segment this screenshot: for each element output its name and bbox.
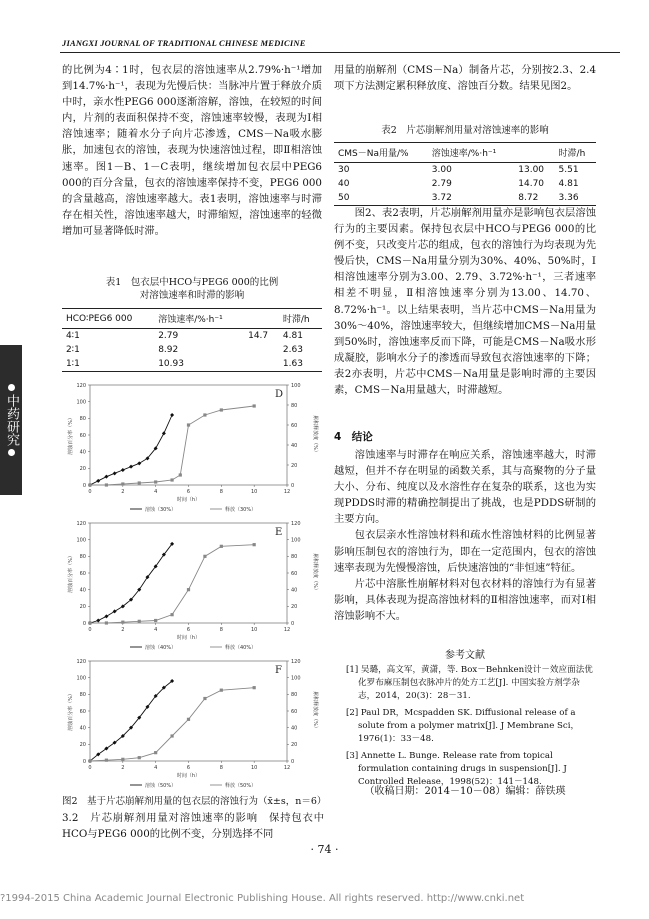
legend-label: 释放（50%） [225,783,257,789]
y-tick-label: 60 [79,708,86,715]
x-tick-label: 6 [186,489,191,495]
legend-label: 释放（40%） [225,645,257,651]
release-point [170,478,173,481]
table-2 [334,124,596,206]
release-point [220,545,223,548]
y2-tick-label: 60 [291,570,298,577]
legend-label: 溶蚀（30%） [145,507,177,513]
y-tick-label: 20 [79,466,86,473]
x-tick-label: 12 [283,489,291,495]
y2-tick-label: 80 [291,692,298,699]
section-3-2-text: 3.2 片芯崩解剂用量对溶蚀速率的影响 保持包衣中HCO与PEG6 000的比例不变，分别选择不同 [62,812,324,841]
table-1-grid [62,308,322,372]
y2-tick-label: 80 [291,402,298,409]
y2-tick-label: 100 [291,382,301,389]
y2-tick-label: 0 [291,620,295,627]
release-point [121,482,124,485]
table-cell: 3.36 [555,191,596,206]
figure-2-caption: 图2 基于片芯崩解剂用量的包衣层的溶蚀行为（x̄±s，n＝6） [62,796,327,807]
y-tick-label: 100 [76,399,86,406]
x-tick-label: 4 [154,765,158,771]
y-tick-label: 100 [76,675,86,682]
y-tick-label: 40 [79,587,86,594]
release-point [170,734,173,737]
table-row [334,163,596,178]
erosion-point [113,609,117,613]
release-point [187,718,190,721]
table-header-cell: CMS－Na用量/% [334,143,428,163]
x-tick-label: 8 [219,627,223,633]
y2-tick-label: 20 [291,742,298,749]
table-row [334,191,596,206]
table-cell: 8.92 [158,345,179,355]
conclusion-paragraph: 片芯中溶胀性崩解材料对包衣材料的溶蚀行为有显著影响，具体表现为提高溶蚀材料的Ⅱ相溶蚀速率，而对Ⅰ相溶蚀影响不大。 [334,577,596,622]
body-paragraph: 图2、表2表明，片芯崩解剂用量亦是影响包衣层溶蚀行为的主要因素。保持包衣层中HCO与PEG6 000的比例不变，只改变片芯的组成，包衣的溶蚀行为均表现为先慢后快，CMS－Na用量分别为30%、40%、50%时，Ⅰ相溶蚀速率分别为3.00、2.79、3.72%·h⁻¹，三者速率相差不明显，Ⅱ相溶蚀速率分别为13.00、14.70、8.72%·h⁻¹。以上结果表明，当片芯中CMS－Na用量为30%～40%，溶蚀速率较大，但继续增加CMS－Na用量到50%时，溶蚀速率反而下降，可能是CMS－Na吸水形成凝胶，影响水分子的渗透而导致包衣溶蚀速率的下降；表2亦表明，片芯中CMS－Na用量是影响时滞的主要因素，CMS－Na用量越大，时滞越短。 [334,207,596,397]
release-point [187,423,190,426]
erosion-point [113,471,117,475]
y2-tick-label: 60 [291,422,298,429]
table-row [62,329,322,344]
y2-axis-label: 累积释放度（%） [312,691,318,731]
x-tick-label: 10 [250,489,258,495]
release-point [105,483,108,486]
erosion-point [121,468,125,472]
y-tick-label: 80 [79,416,86,423]
table-cell: 1∶1 [62,357,154,372]
table-cell: 3.00 [431,165,452,175]
x-tick-label: 12 [283,627,291,633]
panel-letter: D [275,389,284,400]
y-tick-label: 100 [76,537,86,544]
table-cell: 2∶1 [66,345,80,355]
table-header-cell: HCO∶PEG6 000 [62,309,154,329]
y2-tick-label: 120 [291,520,301,527]
x-tick-label: 2 [121,627,125,633]
table-cell: 3.72 [428,191,515,206]
release-point [138,481,141,484]
release-point [220,408,223,411]
y2-tick-label: 120 [291,658,301,665]
x-tick-label: 4 [154,627,158,633]
y-tick-label: 80 [79,554,86,561]
release-point [88,483,91,486]
table-2-caption: 表2 片芯崩解剂用量对溶蚀速率的影响 [381,125,549,136]
y2-tick-label: 100 [291,675,301,682]
erosion-line [90,544,172,623]
conclusion [334,447,596,624]
release-point [253,404,256,407]
y-axis-label: 溶蚀百分率（%） [68,553,74,593]
table-cell: 5.51 [558,165,579,175]
figure-2 [62,375,324,800]
y2-tick-label: 0 [291,482,295,489]
y2-tick-label: 0 [291,758,295,765]
right-column-mid [334,205,596,398]
release-point [154,751,157,754]
header-rule [60,52,620,53]
x-tick-label: 0 [88,765,92,771]
y-tick-label: 60 [79,432,86,439]
table-cell: 14.7 [248,331,269,341]
table-row [62,357,322,372]
erosion-line [90,415,172,485]
tab-dot-icon [8,449,15,456]
y-tick-label: 40 [79,449,86,456]
erosion-point [104,475,108,479]
release-point [203,413,206,416]
table-cell: 40 [338,179,350,189]
right-column-top [334,62,596,94]
release-line [90,688,254,761]
y-tick-label: 0 [82,620,86,627]
table-header-cell: 时滞/h [279,309,322,329]
x-tick-label: 0 [88,627,92,633]
table-1-caption: 表1 包衣层中HCO与PEG6 000的比例 [105,277,279,288]
table-cell: 13.00 [518,165,545,175]
x-tick-label: 4 [154,489,158,495]
release-point [253,543,256,546]
release-point [138,620,141,623]
y-tick-label: 40 [79,725,86,732]
references-title: 参考文献 [445,650,485,661]
y2-tick-label: 20 [291,462,298,469]
y2-tick-label: 20 [291,604,298,611]
release-point [121,758,124,761]
table-row [62,343,322,357]
table-cell: 10.93 [154,357,244,372]
x-tick-label: 10 [250,627,258,633]
side-tab-text: 中药研究 [4,394,19,446]
y2-tick-label: 80 [291,554,298,561]
y-tick-label: 60 [79,570,86,577]
table-1 [62,276,322,372]
release-point [154,619,157,622]
legend-label: 溶蚀（40%） [145,645,177,651]
table-cell [244,357,279,372]
y2-axis-label: 累积释放度（%） [312,553,318,593]
reference-item: [1] 吴璐，高文军，黄潇，等. Box－Behnken设计－效应面法优化罗布麻压制包衣脉冲片的处方工艺[J]. 中国实验方剂学杂志，2014，20(3)：28－31. [346,665,593,701]
table-cell: 2.79 [431,179,452,189]
table-cell: 4∶1 [66,331,80,341]
release-point [170,613,173,616]
table-cell: 50 [334,191,428,206]
table-2-grid [334,142,596,206]
release-point [121,621,124,624]
table-cell: 8.72 [514,191,554,206]
table-row [334,177,596,191]
table-header-cell [514,143,554,163]
copyright-footer: ?1994-2015 China Academic Journal Electronic Publishing House. All rights reserved. http://www.cnki.net [0,893,525,904]
x-tick-label: 12 [283,765,291,771]
x-tick-label: 6 [186,765,191,771]
reference-item: [2] Paul DR，Mcspadden SK. Diffusional release of a solute from a polymer matrix[J]. J Membrane Sci，1976(1)：33－48. [346,708,580,744]
erosion-point [137,461,141,465]
section-side-tab [0,345,22,495]
y2-tick-label: 40 [291,725,298,732]
y2-tick-label: 40 [291,442,298,449]
table-header-cell [244,309,279,329]
x-tick-label: 0 [88,489,92,495]
x-tick-label: 8 [219,765,223,771]
legend-label: 溶蚀（50%） [145,783,177,789]
table-cell: 30 [338,165,350,175]
release-point [179,473,182,476]
y-axis-label: 溶蚀百分率（%） [68,415,74,455]
y-tick-label: 120 [76,658,86,665]
table-cell: 1.63 [279,357,322,372]
y-tick-label: 0 [82,758,86,765]
release-point [105,621,108,624]
references-list [346,664,596,793]
plot-frame [90,385,287,485]
reference-item: [3] Annette L. Bunge. Release rate from topical formulation containing drugs in suspension[J]. J Controlled Release，1998(52)：141－148. [346,751,567,787]
y-axis-label: 溶蚀百分率（%） [68,691,74,731]
x-axis-label: 时间（h） [176,635,201,641]
table-cell: 4.81 [282,331,303,341]
received-date: （收稿日期：2014－10－08）编辑：薛铁瑛 [364,786,566,797]
y-tick-label: 120 [76,382,86,389]
left-column [62,62,322,239]
x-axis-label: 时间（h） [176,497,201,503]
body-paragraph: 用量的崩解剂（CMS－Na）制备片芯，分别按2.3、2.4项下方法测定累积释放度、溶蚀百分数。结果见图2。 [334,64,596,93]
conclusion-paragraph: 溶蚀速率与时滞存在响应关系，溶蚀速率越大，时滞越短，但并不存在明显的函数关系，其与高聚物的分子量大小、分布、纯度以及水溶性存在复杂的联系，这也为实现PDDS时滞的精确控制提出了挑战，也是PDDS研制的主要方向。 [334,449,596,526]
y-tick-label: 20 [79,604,86,611]
erosion-point [162,431,166,435]
table-cell: 4.81 [558,179,579,189]
table-1-caption-2: 对溶蚀速率和时滞的影响 [139,290,245,301]
section-4-title: 4 结论 [334,431,373,443]
running-head: JIANGXI JOURNAL OF TRADITIONAL CHINESE MEDICINE [62,38,306,48]
table-cell [244,343,279,357]
y2-axis-label: 累积释放度（%） [312,415,318,455]
table-cell: 2.63 [282,345,303,355]
release-point [253,686,256,689]
body-paragraph: 的比例为4∶1时，包衣层的溶蚀速率从2.79%·h⁻¹增加到14.7%·h⁻¹，表现为先慢后快：当脉冲片置于释放介质中时，亲水性PEG6 000逐渐溶解，溶蚀，在较短的时间内，片剂的表面积保持不变，溶蚀速率较慢，表现为Ⅰ相溶蚀速率；随着水分子向片芯渗透，CMS－Na吸水膨胀，加速包衣的溶蚀，表现为快速溶蚀过程，即Ⅱ相溶蚀速率。图1－B、1－C表明，继续增加包衣层中PEG6 000的百分含量，包衣的溶蚀速率保持不变，PEG6 000的含量越高，溶蚀速率越大。表1表明，溶蚀速率与时滞存在相关性，溶蚀速率越大，时滞缩短，溶蚀速率的轻微增加可显著降低时滞。 [62,64,322,237]
release-point [105,759,108,762]
erosion-point [170,413,174,417]
erosion-point [104,614,108,618]
x-tick-label: 8 [219,489,223,495]
y-tick-label: 80 [79,692,86,699]
release-point [187,588,190,591]
erosion-point [96,479,100,483]
release-point [203,697,206,700]
conclusion-paragraph: 包衣层亲水性溶蚀材料和疏水性溶蚀材料的比例显著影响压制包衣的溶蚀行为，即在一定范围内，包衣的溶蚀速率表现为先慢慢溶蚀，后快速溶蚀的“非恒速”特征。 [334,529,596,574]
erosion-point [129,465,133,469]
plot-frame [90,661,287,761]
release-point [138,756,141,759]
y-tick-label: 0 [82,482,86,489]
table-header-cell: 时滞/h [555,143,596,163]
tab-dot-icon [8,384,15,391]
table-cell: 2.79 [158,331,179,341]
table-header-cell: 溶蚀速率/%·h⁻¹ [428,143,515,163]
panel-letter: E [275,527,283,538]
page-number: · 74 · [310,843,339,856]
y-tick-label: 20 [79,742,86,749]
x-tick-label: 6 [186,627,191,633]
table-header-cell: 溶蚀速率/%·h⁻¹ [154,309,244,329]
release-point [220,689,223,692]
release-point [88,621,91,624]
erosion-point [96,619,100,623]
y2-tick-label: 60 [291,708,298,715]
y-tick-label: 120 [76,520,86,527]
release-point [203,555,206,558]
x-tick-label: 2 [121,765,125,771]
x-axis-label: 时间（h） [176,773,201,779]
release-point [88,759,91,762]
y2-tick-label: 40 [291,587,298,594]
section-3-2 [62,810,324,842]
x-tick-label: 2 [121,489,125,495]
y2-tick-label: 100 [291,537,301,544]
panel-letter: F [275,665,282,676]
release-point [154,480,157,483]
table-cell: 14.70 [518,179,545,189]
legend-label: 释放（30%） [225,507,257,513]
x-tick-label: 10 [250,765,258,771]
